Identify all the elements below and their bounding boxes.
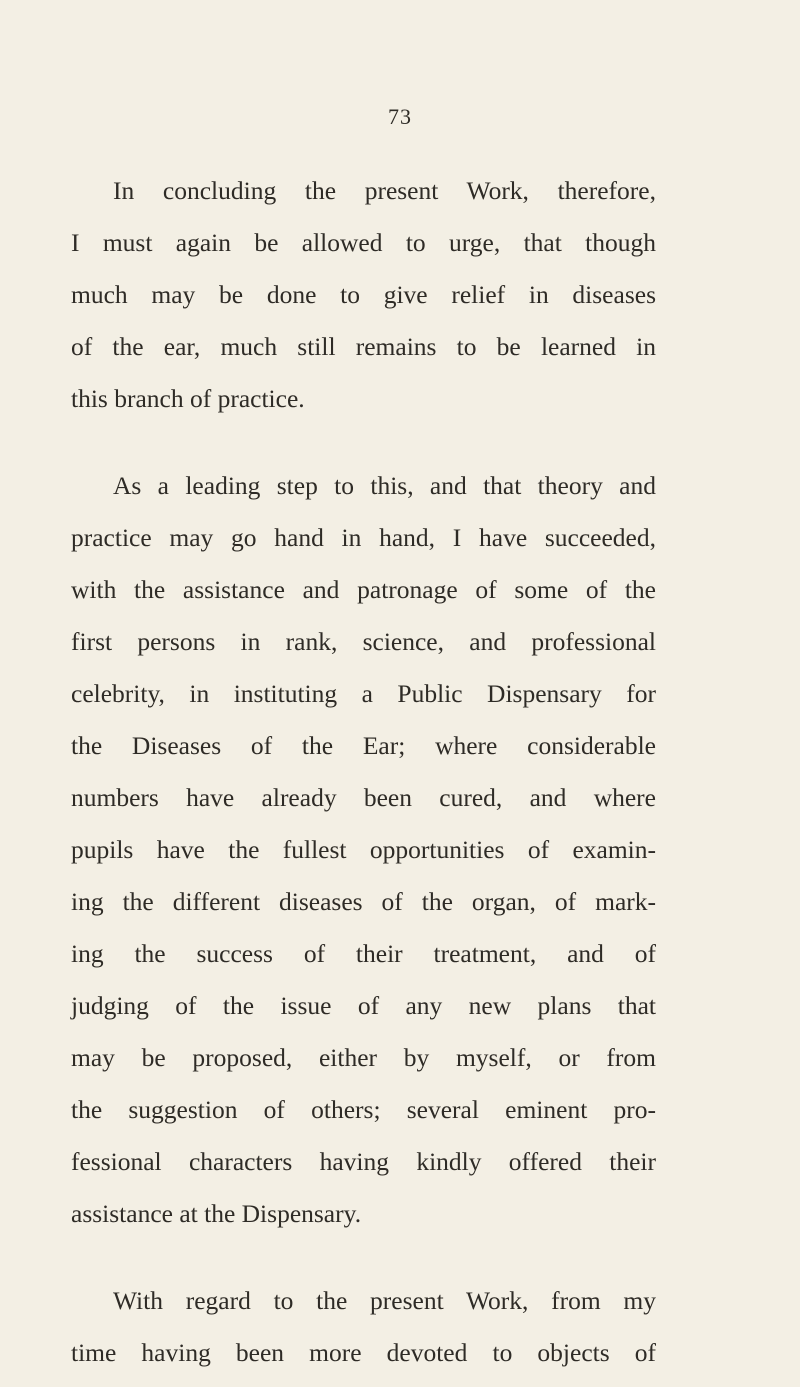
text-line: pupils have the fullest opportunities of examin- [71, 835, 656, 864]
text-line: I must again be allowed to urge, that though [71, 228, 656, 257]
text-line: ing the success of their treatment, and of [71, 939, 656, 968]
text-line: first persons in rank, science, and professional [71, 627, 656, 656]
text-line: fessional characters having kindly offered their [71, 1147, 656, 1176]
text-line: celebrity, in instituting a Public Dispensary for [71, 679, 656, 708]
text-line: with the assistance and patronage of some of the [71, 575, 656, 604]
text-line: With regard to the present Work, from my [113, 1286, 656, 1315]
text-line: this branch of practice. [71, 384, 305, 413]
text-line: judging of the issue of any new plans that [71, 991, 656, 1020]
text-line: time having been more devoted to objects of [71, 1338, 656, 1367]
text-line: assistance at the Dispensary. [71, 1199, 362, 1228]
text-line: the suggestion of others; several eminent pro- [71, 1095, 656, 1124]
text-line: much may be done to give relief in diseases [71, 280, 656, 309]
text-line: of the ear, much still remains to be learned in [71, 332, 656, 361]
text-line: numbers have already been cured, and where [71, 783, 656, 812]
text-line: the Diseases of the Ear; where considerable [71, 731, 656, 760]
page-number: 73 [388, 104, 412, 129]
text-line: may be proposed, either by myself, or from [71, 1043, 656, 1072]
text-line: ing the different diseases of the organ, of mark- [71, 887, 656, 916]
text-line: In concluding the present Work, therefore, [113, 176, 656, 205]
text-line: practice may go hand in hand, I have succeeded, [71, 523, 656, 552]
text-line: As a leading step to this, and that theory and [113, 471, 656, 500]
